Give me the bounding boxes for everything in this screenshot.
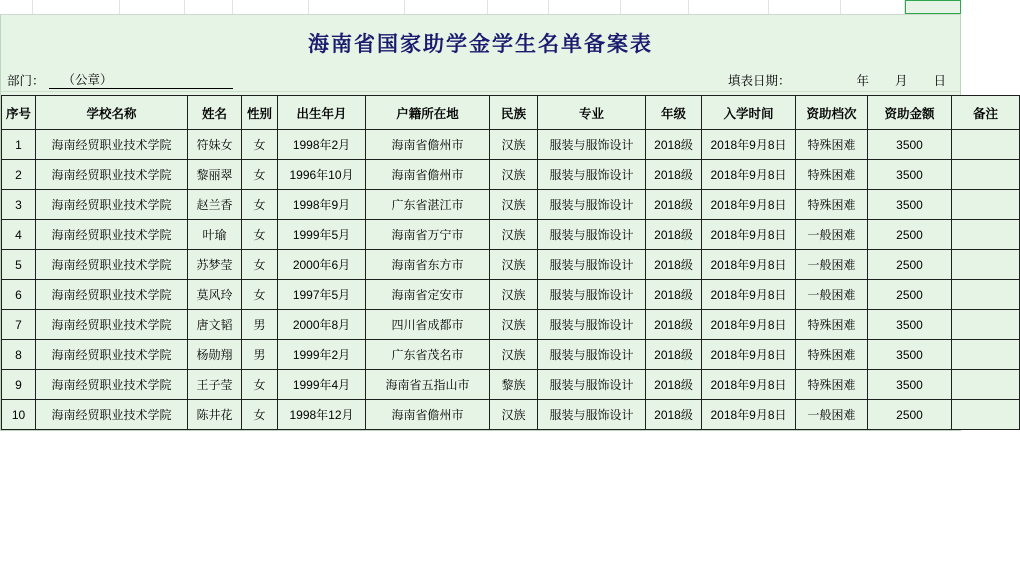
table-cell-0: 5	[2, 250, 36, 280]
column-header-8: 年级	[646, 96, 702, 130]
column-header-7: 专业	[538, 96, 646, 130]
column-header-10: 资助档次	[796, 96, 868, 130]
table-cell-0: 3	[2, 190, 36, 220]
table-cell-11: 3500	[868, 370, 952, 400]
column-header-12: 备注	[952, 96, 1020, 130]
column-header-cell[interactable]	[621, 0, 689, 14]
table-cell-2: 唐文韬	[188, 310, 242, 340]
column-header-6: 民族	[490, 96, 538, 130]
table-cell-3: 女	[242, 160, 278, 190]
column-header-cell[interactable]	[0, 0, 33, 14]
column-header-cell[interactable]	[769, 0, 841, 14]
table-cell-8: 2018级	[646, 370, 702, 400]
table-row[interactable]	[2, 160, 1020, 190]
table-cell-6: 汉族	[490, 190, 538, 220]
table-cell-3: 男	[242, 340, 278, 370]
table-row[interactable]	[2, 310, 1020, 340]
table-cell-4: 1998年12月	[278, 400, 366, 430]
table-cell-5: 海南省儋州市	[366, 160, 490, 190]
table-cell-8: 2018级	[646, 280, 702, 310]
table-header	[2, 96, 1020, 130]
column-header-cell[interactable]	[120, 0, 184, 14]
table-cell-5: 广东省湛江市	[366, 190, 490, 220]
table-cell-12	[952, 310, 1020, 340]
table-cell-6: 汉族	[490, 310, 538, 340]
month-unit-label: 月	[894, 74, 908, 88]
table-cell-12	[952, 220, 1020, 250]
table-cell-3: 女	[242, 220, 278, 250]
table-cell-11: 3500	[868, 340, 952, 370]
table-cell-4: 1998年9月	[278, 190, 366, 220]
table-cell-1: 海南经贸职业技术学院	[36, 340, 188, 370]
table-cell-12	[952, 190, 1020, 220]
table-cell-9: 2018年9月8日	[702, 130, 796, 160]
column-header-cell[interactable]	[33, 0, 121, 14]
column-header-4: 出生年月	[278, 96, 366, 130]
table-cell-2: 黎丽翠	[188, 160, 242, 190]
table-cell-6: 汉族	[490, 280, 538, 310]
table-cell-0: 6	[2, 280, 36, 310]
table-cell-8: 2018级	[646, 340, 702, 370]
table-cell-9: 2018年9月8日	[702, 400, 796, 430]
table-cell-2: 符妹女	[188, 130, 242, 160]
table-cell-3: 男	[242, 310, 278, 340]
table-cell-12	[952, 400, 1020, 430]
table-cell-3: 女	[242, 400, 278, 430]
table-cell-2: 叶瑜	[188, 220, 242, 250]
table-cell-10: 特殊困难	[796, 160, 868, 190]
column-header-cell[interactable]	[309, 0, 405, 14]
table-cell-10: 一般困难	[796, 250, 868, 280]
table-cell-11: 2500	[868, 220, 952, 250]
column-header-9: 入学时间	[702, 96, 796, 130]
table-cell-7: 服装与服饰设计	[538, 250, 646, 280]
table-body	[2, 130, 1020, 430]
table-cell-4: 1999年2月	[278, 340, 366, 370]
table-cell-2: 杨勋翔	[188, 340, 242, 370]
table-cell-2: 赵兰香	[188, 190, 242, 220]
table-cell-6: 汉族	[490, 130, 538, 160]
table-cell-5: 四川省成都市	[366, 310, 490, 340]
column-header-0: 序号	[2, 96, 36, 130]
table-cell-6: 汉族	[490, 160, 538, 190]
table-row[interactable]	[2, 400, 1020, 430]
table-cell-8: 2018级	[646, 250, 702, 280]
column-header-cell[interactable]	[405, 0, 489, 14]
table-cell-12	[952, 160, 1020, 190]
table-row[interactable]	[2, 130, 1020, 160]
table-row[interactable]	[2, 190, 1020, 220]
table-cell-1: 海南经贸职业技术学院	[36, 250, 188, 280]
table-cell-11: 2500	[868, 280, 952, 310]
table-cell-7: 服装与服饰设计	[538, 220, 646, 250]
table-cell-8: 2018级	[646, 130, 702, 160]
table-row[interactable]	[2, 280, 1020, 310]
table-cell-10: 特殊困难	[796, 340, 868, 370]
table-cell-1: 海南经贸职业技术学院	[36, 160, 188, 190]
table-cell-4: 1997年5月	[278, 280, 366, 310]
table-cell-8: 2018级	[646, 160, 702, 190]
table-row[interactable]	[2, 220, 1020, 250]
meta-row	[1, 69, 960, 92]
table-cell-12	[952, 370, 1020, 400]
table-cell-7: 服装与服饰设计	[538, 370, 646, 400]
table-cell-3: 女	[242, 190, 278, 220]
column-header-cell[interactable]	[841, 0, 905, 14]
table-cell-7: 服装与服饰设计	[538, 160, 646, 190]
spreadsheet-column-strip[interactable]	[0, 0, 961, 15]
fill-date-group	[728, 71, 954, 89]
table-row[interactable]	[2, 250, 1020, 280]
table-cell-11: 2500	[868, 400, 952, 430]
table-cell-2: 王子莹	[188, 370, 242, 400]
table-cell-0: 2	[2, 160, 36, 190]
table-cell-8: 2018级	[646, 310, 702, 340]
column-header-cell[interactable]	[689, 0, 769, 14]
table-cell-7: 服装与服饰设计	[538, 280, 646, 310]
table-cell-5: 海南省儋州市	[366, 400, 490, 430]
table-cell-5: 海南省东方市	[366, 250, 490, 280]
table-cell-7: 服装与服饰设计	[538, 190, 646, 220]
table-cell-4: 1996年10月	[278, 160, 366, 190]
table-header-row	[2, 96, 1020, 130]
table-cell-7: 服装与服饰设计	[538, 310, 646, 340]
table-cell-3: 女	[242, 280, 278, 310]
document-body	[0, 15, 998, 431]
table-cell-4: 1999年4月	[278, 370, 366, 400]
table-cell-4: 2000年6月	[278, 250, 366, 280]
table-cell-2: 陈井花	[188, 400, 242, 430]
table-row[interactable]	[2, 370, 1020, 400]
table-cell-4: 2000年8月	[278, 310, 366, 340]
table-cell-5: 广东省茂名市	[366, 340, 490, 370]
table-cell-10: 特殊困难	[796, 310, 868, 340]
table-cell-9: 2018年9月8日	[702, 190, 796, 220]
table-cell-6: 黎族	[490, 370, 538, 400]
column-header-3: 性别	[242, 96, 278, 130]
table-cell-9: 2018年9月8日	[702, 280, 796, 310]
table-cell-10: 特殊困难	[796, 130, 868, 160]
student-roster-table	[1, 95, 1020, 430]
table-cell-11: 3500	[868, 310, 952, 340]
table-cell-9: 2018年9月8日	[702, 250, 796, 280]
table-cell-4: 1998年2月	[278, 130, 366, 160]
table-cell-6: 汉族	[490, 250, 538, 280]
table-cell-3: 女	[242, 250, 278, 280]
column-header-11: 资助金额	[868, 96, 952, 130]
table-cell-8: 2018级	[646, 400, 702, 430]
table-cell-8: 2018级	[646, 220, 702, 250]
table-cell-12	[952, 130, 1020, 160]
table-cell-9: 2018年9月8日	[702, 340, 796, 370]
day-unit-label: 日	[933, 74, 946, 88]
table-cell-0: 8	[2, 340, 36, 370]
table-cell-3: 女	[242, 370, 278, 400]
column-header-cell[interactable]	[905, 0, 961, 14]
table-cell-4: 1999年5月	[278, 220, 366, 250]
table-cell-10: 特殊困难	[796, 370, 868, 400]
table-cell-11: 2500	[868, 250, 952, 280]
table-cell-1: 海南经贸职业技术学院	[36, 400, 188, 430]
table-cell-11: 3500	[868, 160, 952, 190]
column-header-5: 户籍所在地	[366, 96, 490, 130]
table-cell-5: 海南省定安市	[366, 280, 490, 310]
table-cell-0: 9	[2, 370, 36, 400]
department-label: 部门：	[7, 74, 45, 88]
column-header-cell[interactable]	[549, 0, 621, 14]
table-cell-1: 海南经贸职业技术学院	[36, 370, 188, 400]
table-cell-10: 一般困难	[796, 280, 868, 310]
table-cell-1: 海南经贸职业技术学院	[36, 310, 188, 340]
table-cell-0: 4	[2, 220, 36, 250]
column-header-cell[interactable]	[185, 0, 233, 14]
fill-date-label: 填表日期：	[727, 74, 791, 88]
table-cell-11: 3500	[868, 190, 952, 220]
table-cell-5: 海南省儋州市	[366, 130, 490, 160]
table-cell-2: 莫风玲	[188, 280, 242, 310]
table-cell-5: 海南省五指山市	[366, 370, 490, 400]
column-header-1: 学校名称	[36, 96, 188, 130]
table-cell-2: 苏梦莹	[188, 250, 242, 280]
department-group	[7, 71, 233, 89]
table-cell-12	[952, 250, 1020, 280]
table-cell-9: 2018年9月8日	[702, 370, 796, 400]
table-cell-0: 10	[2, 400, 36, 430]
table-cell-7: 服装与服饰设计	[538, 340, 646, 370]
table-cell-10: 一般困难	[796, 400, 868, 430]
table-cell-1: 海南经贸职业技术学院	[36, 190, 188, 220]
table-cell-0: 1	[2, 130, 36, 160]
table-cell-10: 特殊困难	[796, 190, 868, 220]
column-header-cell[interactable]	[488, 0, 548, 14]
table-cell-7: 服装与服饰设计	[538, 400, 646, 430]
table-cell-6: 汉族	[490, 400, 538, 430]
table-cell-0: 7	[2, 310, 36, 340]
table-cell-9: 2018年9月8日	[702, 220, 796, 250]
year-unit-label: 年	[856, 74, 869, 88]
table-cell-9: 2018年9月8日	[702, 310, 796, 340]
table-row[interactable]	[2, 340, 1020, 370]
column-header-2: 姓名	[188, 96, 242, 130]
table-cell-5: 海南省万宁市	[366, 220, 490, 250]
column-header-cell[interactable]	[233, 0, 309, 14]
table-cell-1: 海南经贸职业技术学院	[36, 220, 188, 250]
table-cell-3: 女	[242, 130, 278, 160]
table-cell-6: 汉族	[490, 220, 538, 250]
table-cell-12	[952, 280, 1020, 310]
table-cell-8: 2018级	[646, 190, 702, 220]
table-cell-12	[952, 340, 1020, 370]
table-cell-7: 服装与服饰设计	[538, 130, 646, 160]
seal-field[interactable]: （公章）	[49, 72, 233, 89]
table-cell-1: 海南经贸职业技术学院	[36, 280, 188, 310]
table-cell-9: 2018年9月8日	[702, 160, 796, 190]
table-cell-11: 3500	[868, 130, 952, 160]
table-cell-1: 海南经贸职业技术学院	[36, 130, 188, 160]
page-title: 海南省国家助学金学生名单备案表	[1, 15, 960, 69]
table-cell-6: 汉族	[490, 340, 538, 370]
table-cell-10: 一般困难	[796, 220, 868, 250]
